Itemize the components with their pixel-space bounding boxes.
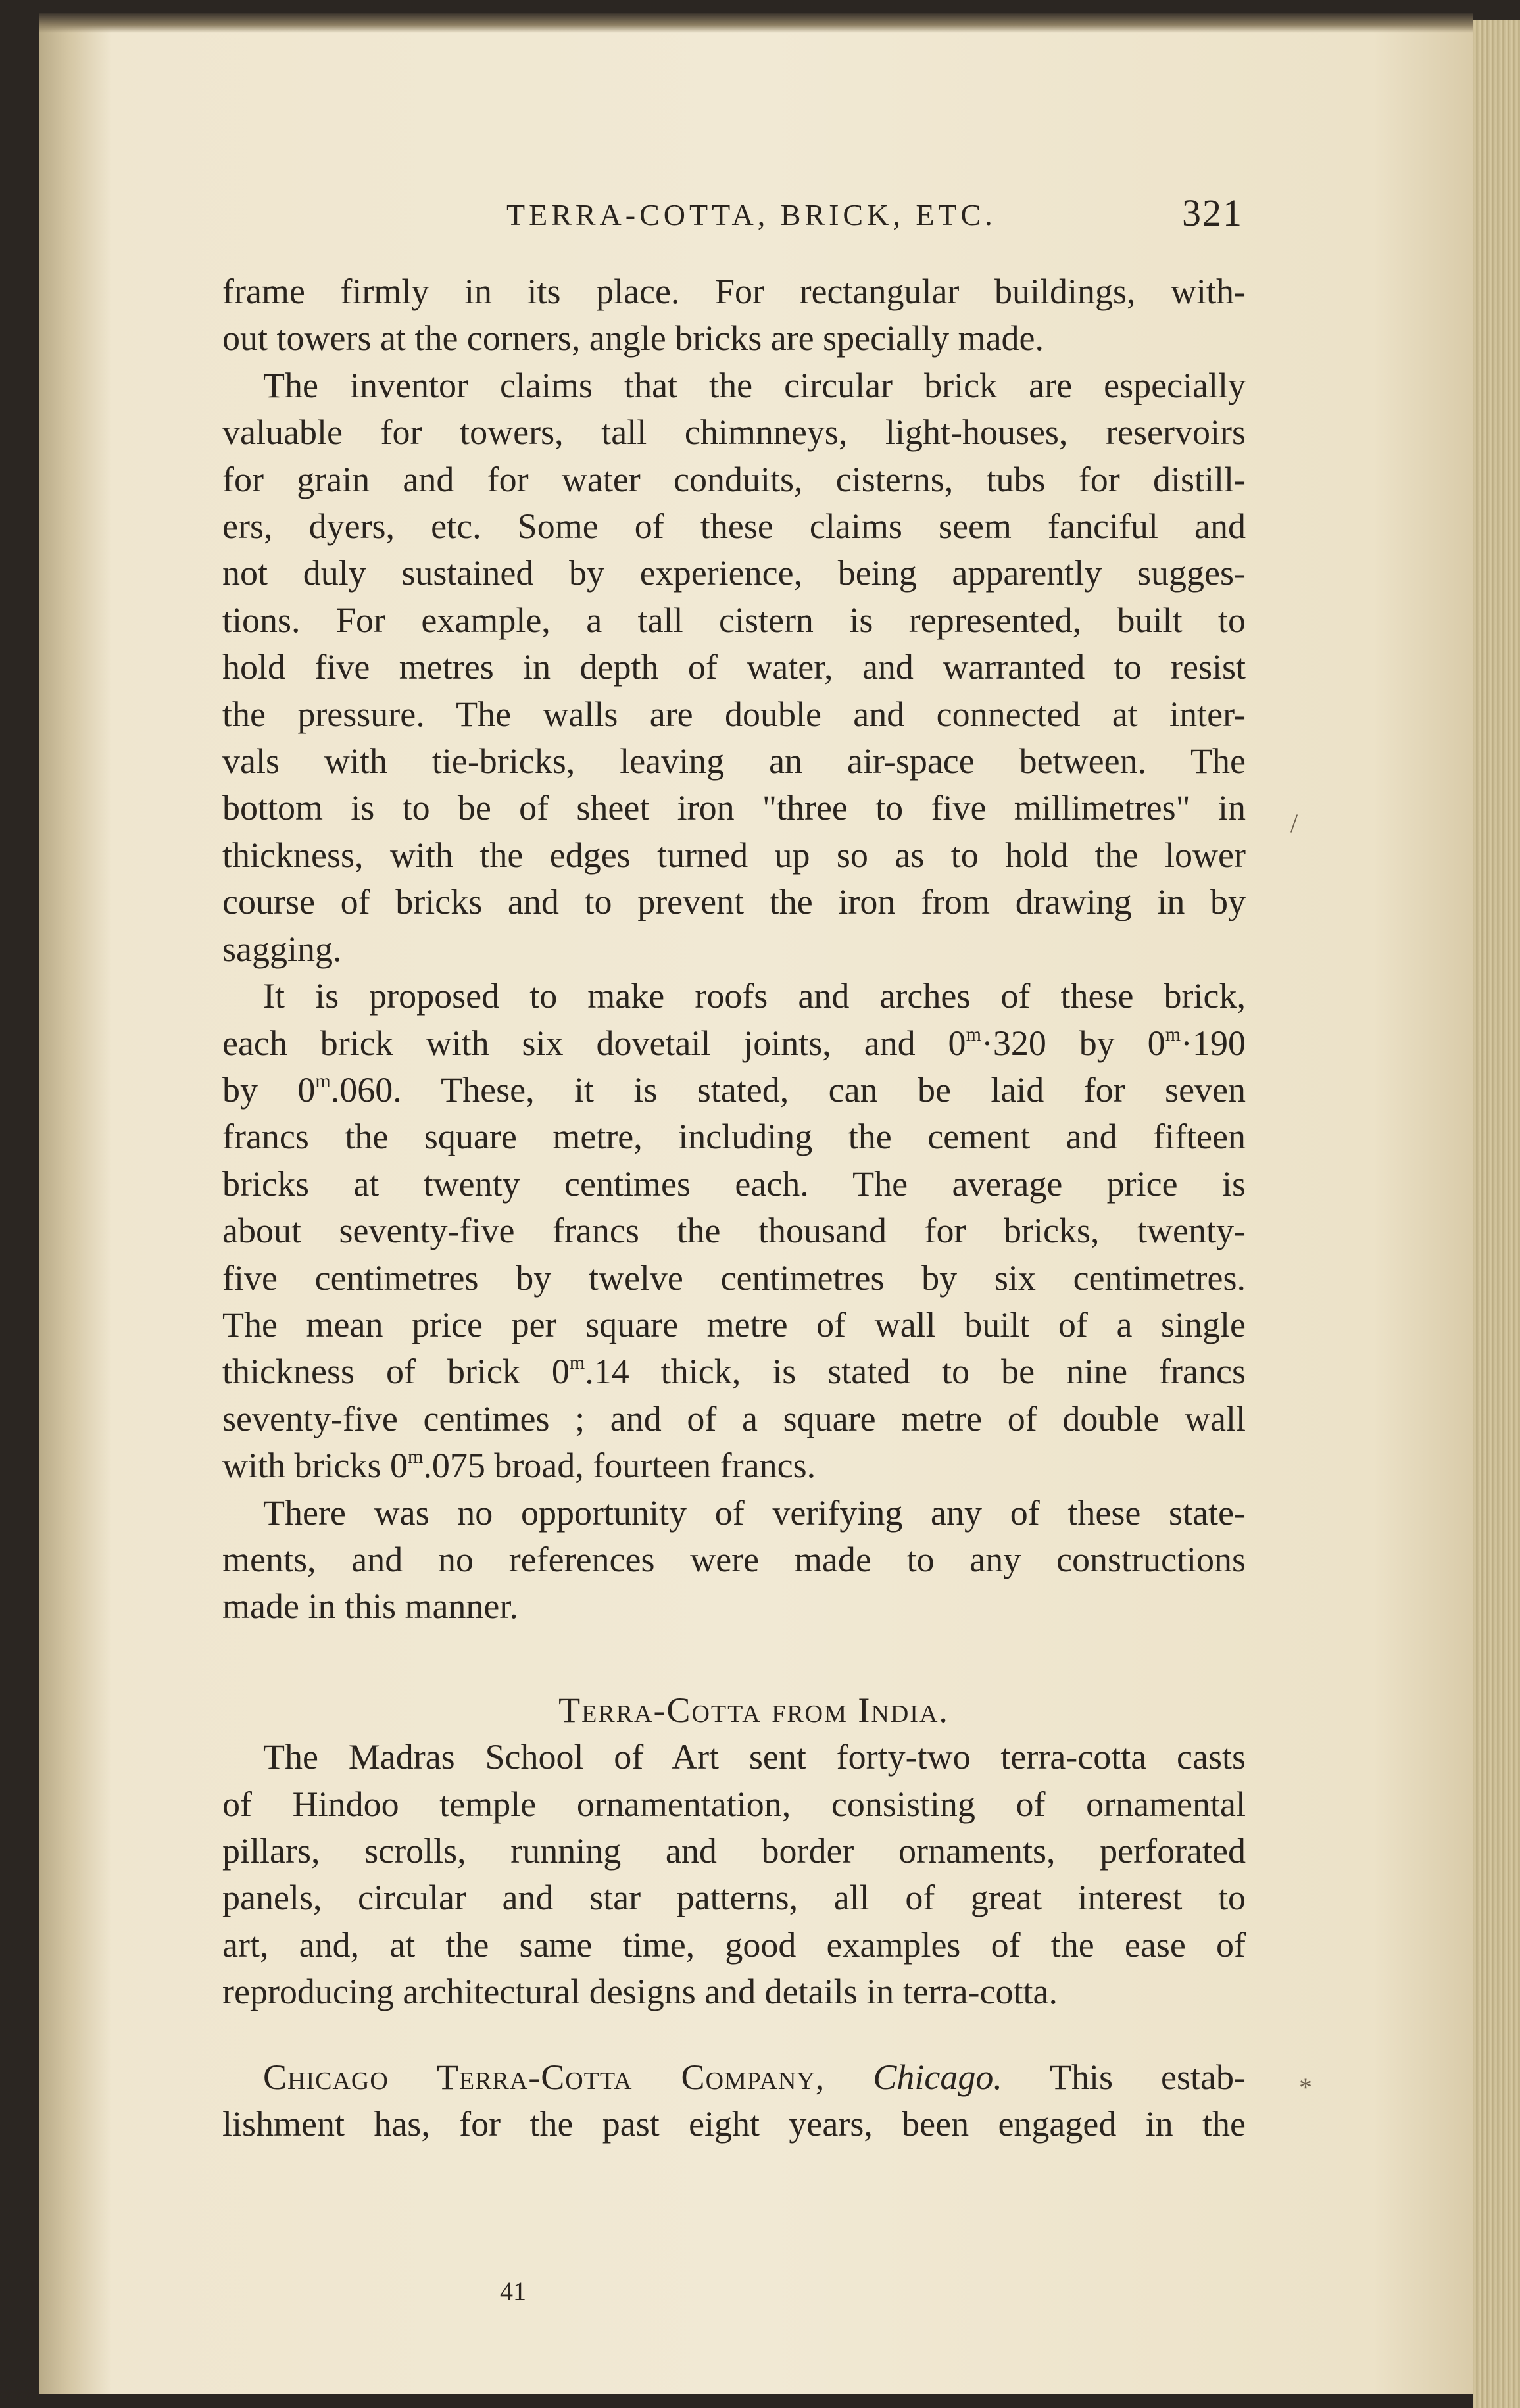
unit-superscript: m [1165,1023,1181,1045]
unit-superscript: m [315,1069,331,1092]
paragraph-3 [222,973,1246,1489]
text-line: not duly sustained by experience, being apparently sugges- [222,553,1246,593]
unit-superscript: m [569,1352,585,1374]
paragraph-2 [222,362,1246,973]
page-gutter-shadow [39,13,112,2394]
text-line: made in this manner. [222,1586,518,1627]
text-line: thickness, with the edges turned up so as to hold the lower [222,835,1246,875]
text-fragment: ·190 [1181,1023,1246,1063]
margin-mark: / [1290,808,1298,838]
text-line: about seventy-five francs the thousand for bricks, twenty- [222,1211,1246,1251]
text-line: frame firmly in its place. For rectangular buildings, with- [222,272,1246,311]
margin-mark: * [1299,2073,1312,2102]
text-line: course of bricks and to prevent the iron from drawing in by [222,882,1246,922]
paragraph-5 [222,1734,1246,2015]
text-line: seventy-five centimes ; and of a square metre of double wall [222,1398,1246,1438]
text-line: valuable for towers, tall chimnneys, light-houses, reservoirs [222,412,1246,453]
text-line: ers, dyers, etc. Some of these claims seem fanciful and [222,506,1246,547]
page-body [222,268,1246,2148]
text-line: panels, circular and star patterns, all of great interest to [222,1878,1246,1918]
text-fragment: thickness of brick 0 [222,1352,570,1392]
text-line: pillars, scrolls, running and border ornaments, perforated [222,1831,1246,1871]
text-line: The mean price per square metre of wall built of a single [222,1304,1246,1344]
text-line [222,1067,1246,1114]
paragraph-1 [222,268,1246,362]
text-line: five centimetres by twelve centimetres by six centimetres. [222,1258,1246,1298]
running-head: TERRA-COTTA, BRICK, ETC. [506,198,996,232]
text-line: tions. For example, a tall cistern is represented, built to [222,600,1246,640]
text-fragment: This estab- [1049,2057,1246,2097]
company-city: Chicago. [873,2057,1002,2097]
text-line: for grain and for water conduits, cisterns, tubs for distill- [222,459,1246,499]
text-line [222,1348,1246,1395]
text-line: art, and, at the same time, good examples of the ease of [222,1925,1246,1965]
text-line [222,1442,1246,1489]
text-line: reproducing architectural designs and details in terra-cotta. [222,1972,1058,2012]
page-top-edge [39,13,1473,33]
paragraph-4 [222,1490,1246,1631]
paragraph-6 [222,2054,1246,2148]
text-line: francs the square metre, including the cement and fifteen [222,1117,1246,1157]
signature-mark: 41 [500,2276,526,2306]
text-fragment: with bricks 0 [222,1446,408,1486]
text-line: lishment has, for the past eight years, been engaged in the [222,2104,1246,2144]
unit-superscript: m [966,1023,981,1045]
text-line: of Hindoo temple ornamentation, consisting of ornamental [222,1784,1246,1824]
text-line: The Madras School of Art sent forty-two terra-cotta casts [263,1737,1246,1777]
text-line: the pressure. The walls are double and connected at inter- [222,694,1246,734]
text-line: The inventor claims that the circular brick are especially [263,365,1246,405]
text-line [222,2054,1246,2101]
text-fragment: ·320 by 0 [981,1023,1165,1063]
text-line: There was no opportunity of verifying any of these state- [263,1492,1246,1533]
text-fragment: .075 broad, fourteen francs. [423,1446,816,1486]
text-line: vals with tie-bricks, leaving an air-space between. The [222,741,1246,781]
unit-superscript: m [407,1446,424,1468]
text-line: bottom is to be of sheet iron "three to five millimetres" in [222,788,1246,828]
text-line: It is proposed to make roofs and arches of these brick, [263,976,1246,1016]
page-edges [1473,20,1520,2408]
section-heading: Terra-Cotta from India. [558,1690,949,1730]
text-fragment: by 0 [222,1069,316,1110]
text-line: bricks at twenty centimes each. The average price is [222,1164,1246,1204]
text-line [222,1020,1246,1067]
text-line: out towers at the corners, angle bricks are specially made. [222,318,1044,358]
page-number: 321 [1182,191,1243,234]
text-fragment: .060. These, it is stated, can be laid for seven [330,1069,1246,1110]
company-name: Chicago Terra-Cotta Company, [263,2057,825,2097]
text-fragment: each brick with six dovetail joints, and 0 [222,1023,966,1063]
text-line: hold five metres in depth of water, and warranted to resist [222,647,1246,687]
text-line: ments, and no references were made to any constructions [222,1539,1246,1579]
text-fragment: .14 thick, is stated to be nine francs [585,1352,1246,1392]
text-line: sagging. [222,929,342,969]
